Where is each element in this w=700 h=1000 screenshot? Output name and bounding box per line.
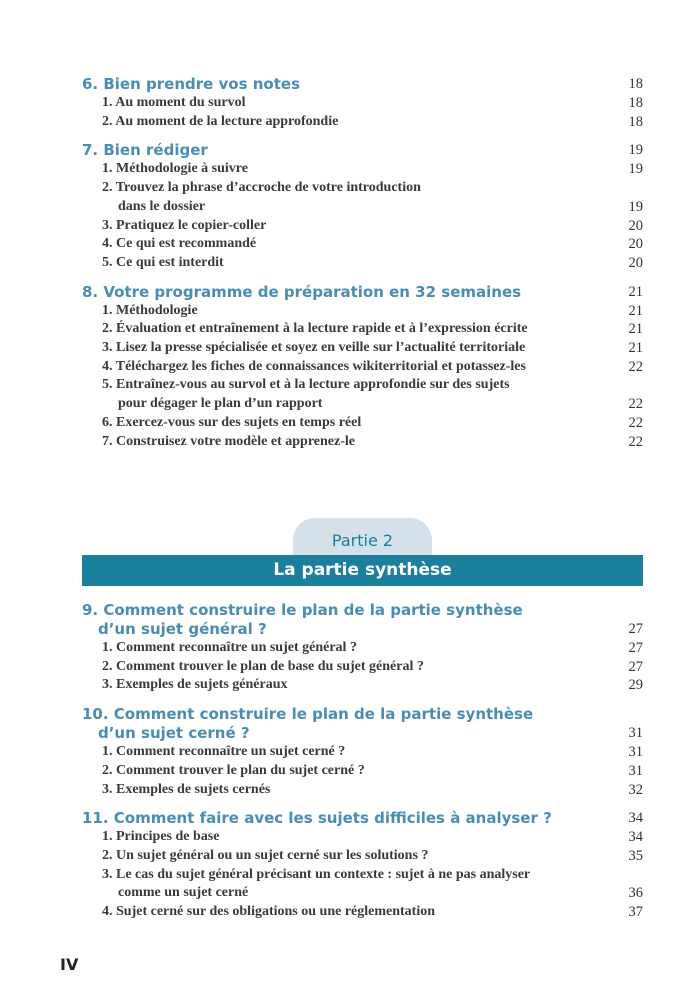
chapter-title: 7. Bien rédiger	[82, 141, 208, 160]
toc-entry[interactable]	[82, 676, 643, 695]
chapter-title-cont: d’un sujet général ?	[98, 620, 267, 638]
entry-title: 2. Comment trouver le plan du sujet cerné ?	[102, 762, 365, 778]
page-folio: IV	[60, 955, 79, 974]
toc-chapter	[82, 283, 643, 452]
page-number: 27	[628, 640, 643, 656]
chapter-title: 11. Comment faire avec les sujets difficiles à analyser ?	[82, 809, 552, 828]
page-number: 22	[628, 433, 643, 450]
page-number: 31	[628, 762, 643, 779]
toc-entry[interactable]	[82, 320, 643, 339]
entry-title: 1. Comment reconnaître un sujet cerné ?	[102, 744, 346, 760]
entry-title: 7. Construisez votre modèle et apprenez-le	[102, 433, 355, 449]
page-number: 22	[628, 396, 643, 413]
entry-title: 3. Exemples de sujets généraux	[102, 677, 288, 693]
page-number: 22	[628, 358, 643, 375]
toc-entry[interactable]	[82, 358, 643, 377]
page-number: 19	[628, 198, 643, 215]
toc-entry[interactable]	[82, 903, 643, 922]
page-number: 27	[628, 658, 643, 675]
toc-entry[interactable]	[82, 639, 643, 658]
toc-entry[interactable]	[82, 658, 643, 677]
toc-chapter	[82, 75, 643, 131]
toc-chapter	[82, 809, 643, 922]
page-number: 18	[628, 95, 643, 111]
toc-part-2	[82, 601, 643, 922]
toc-entry[interactable]	[82, 376, 643, 413]
chapter-title: 9. Comment construire le plan de la partie synthèse	[82, 601, 523, 619]
part-tab: Partie 2	[293, 518, 432, 556]
toc-entry[interactable]	[82, 235, 643, 254]
toc-entry[interactable]	[82, 866, 643, 903]
entry-title-cont: comme un sujet cerné	[118, 885, 249, 901]
toc-entry[interactable]	[82, 762, 643, 781]
entry-title: 1. Principes de base	[102, 829, 220, 845]
entry-title: 4. Téléchargez les fiches de connaissances wikiterritorial et potassez-les	[102, 358, 526, 374]
entry-title: 3. Le cas du sujet général précisant un contexte : sujet à ne pas analyser	[102, 866, 531, 882]
entry-title: 6. Exercez-vous sur des sujets en temps réel	[102, 414, 362, 430]
toc-entry[interactable]	[82, 847, 643, 866]
page-number: 36	[628, 885, 643, 902]
toc-entry[interactable]	[82, 254, 643, 273]
page-number: 32	[628, 781, 643, 798]
toc-entry[interactable]	[82, 217, 643, 236]
chapter-heading[interactable]	[82, 705, 643, 743]
page-number: 29	[628, 677, 643, 694]
entry-title: 3. Lisez la presse spécialisée et soyez en veille sur l’actualité territoriale	[102, 340, 526, 356]
page-number: 21	[628, 302, 643, 319]
entry-title-cont: pour dégager le plan d’un rapport	[118, 396, 323, 412]
toc-entry[interactable]	[82, 828, 643, 847]
page-number: 21	[628, 321, 643, 338]
entry-title: 1. Méthodologie	[102, 302, 198, 318]
chapter-heading[interactable]	[82, 809, 643, 828]
page-number: 27	[628, 621, 643, 637]
entry-title: 5. Entraînez-vous au survol et à la lecture approfondie sur des sujets	[102, 377, 510, 393]
part-banner: La partie synthèse	[82, 555, 643, 586]
page-number: 21	[628, 283, 643, 300]
entry-title: 1. Comment reconnaître un sujet général ?	[102, 640, 357, 655]
page-number: 20	[628, 217, 643, 234]
toc-chapter	[82, 705, 643, 799]
toc-chapter	[82, 601, 643, 695]
page-number: 35	[628, 847, 643, 864]
chapter-title: 6. Bien prendre vos notes	[82, 75, 301, 93]
chapter-title: 10. Comment construire le plan de la partie synthèse	[82, 705, 534, 724]
chapter-heading[interactable]	[82, 75, 643, 94]
entry-title: 2. Trouvez la phrase d’accroche de votre introduction	[102, 180, 421, 196]
toc-entry[interactable]	[82, 302, 643, 321]
chapter-heading[interactable]	[82, 141, 643, 160]
entry-title: 3. Exemples de sujets cernés	[102, 781, 271, 797]
page-number: 20	[628, 254, 643, 271]
entry-title-cont: dans le dossier	[118, 198, 206, 214]
toc-entry[interactable]	[82, 414, 643, 433]
entry-title: 3. Pratiquez le copier-coller	[102, 217, 267, 233]
entry-title: 4. Sujet cerné sur des obligations ou une réglementation	[102, 904, 436, 920]
chapter-heading[interactable]	[82, 283, 643, 302]
page-number: 18	[628, 113, 643, 130]
toc-entry[interactable]	[82, 179, 643, 216]
entry-title: 2. Au moment de la lecture approfondie	[102, 113, 339, 129]
toc-chapter	[82, 141, 643, 272]
page-number: 21	[628, 340, 643, 357]
page-number: 20	[628, 236, 643, 253]
entry-title: 2. Un sujet général ou un sujet cerné sur les solutions ?	[102, 847, 429, 863]
page-number: 19	[628, 161, 643, 178]
toc-entry[interactable]	[82, 433, 643, 452]
toc-entry[interactable]	[82, 743, 643, 762]
toc-entry[interactable]	[82, 339, 643, 358]
toc-entry[interactable]	[82, 113, 643, 132]
entry-title: 1. Au moment du survol	[102, 95, 246, 110]
page-number: 22	[628, 414, 643, 431]
entry-title: 2. Comment trouver le plan de base du sujet général ?	[102, 658, 424, 674]
entry-title: 2. Évaluation et entraînement à la lecture rapide et à l’expression écrite	[102, 321, 528, 337]
chapter-title: 8. Votre programme de préparation en 32 semaines	[82, 282, 522, 301]
chapter-heading[interactable]	[82, 601, 643, 639]
page-number: 19	[628, 142, 643, 159]
toc-entry[interactable]	[82, 160, 643, 179]
toc-entry[interactable]	[82, 781, 643, 800]
toc-part-1	[82, 75, 643, 451]
page-number: 34	[628, 829, 643, 846]
entry-title: 5. Ce qui est interdit	[102, 254, 224, 270]
page-number: 34	[628, 810, 643, 827]
toc-entry[interactable]	[82, 94, 643, 113]
entry-title: 4. Ce qui est recommandé	[102, 236, 257, 252]
page-number: 31	[628, 725, 643, 742]
entry-title: 1. Méthodologie à suivre	[102, 161, 248, 177]
page-number: 37	[628, 904, 643, 921]
page-number: 18	[628, 76, 643, 92]
page-number: 31	[628, 744, 643, 761]
chapter-title-cont: d’un sujet cerné ?	[98, 724, 250, 743]
